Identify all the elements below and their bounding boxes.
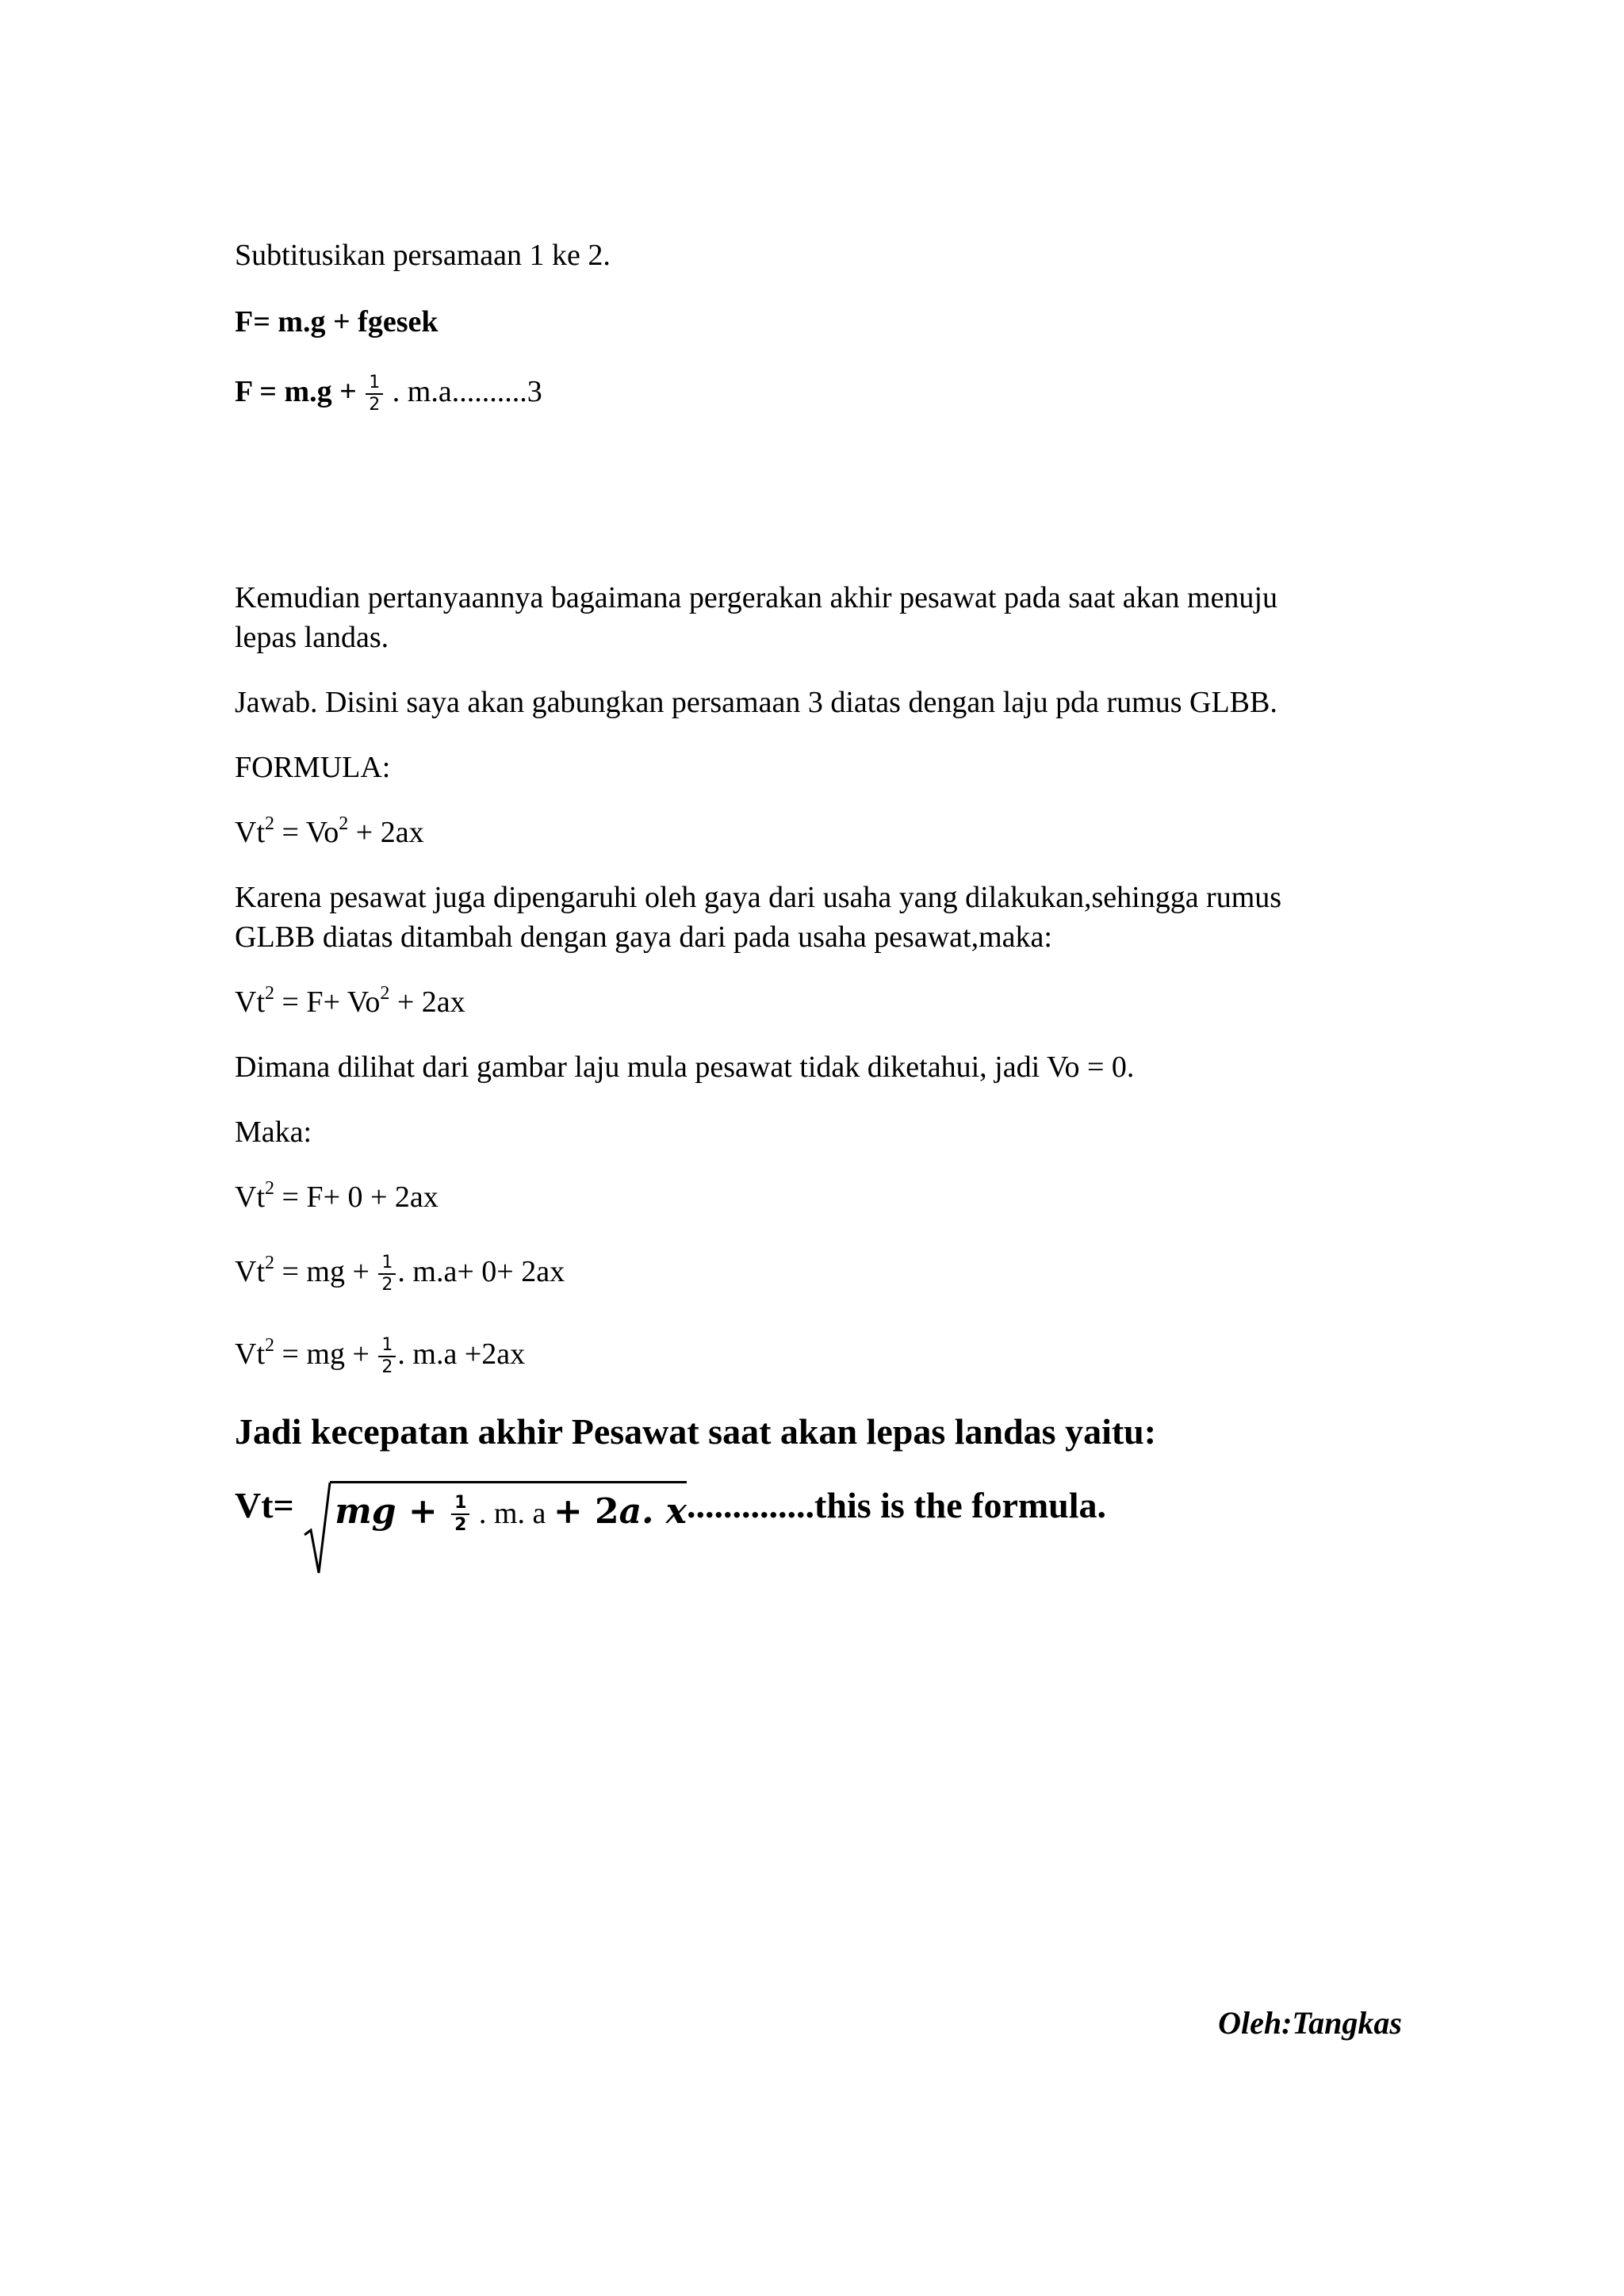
fraction-numerator: 1 xyxy=(378,1253,396,1275)
term-ax: a. x xyxy=(619,1491,688,1532)
vt-label: Vt xyxy=(235,1181,265,1214)
formula-step-2 xyxy=(235,1253,565,1295)
fraction-denominator: 2 xyxy=(454,1514,467,1535)
fraction-denominator: 2 xyxy=(381,1357,393,1378)
formula-end: + 2ax xyxy=(348,816,424,849)
fraction-numerator: 1 xyxy=(378,1335,396,1357)
formula-rest: = F+ 0 + 2ax xyxy=(274,1181,439,1214)
label-then: Maka: xyxy=(235,1115,312,1149)
formula-end: . m.a +2ax xyxy=(397,1337,526,1371)
formula-end: . m.a+ 0+ 2ax xyxy=(397,1255,565,1288)
paragraph-question-1: Kemudian pertanyaannya bagaimana pergerakan akhir pesawat pada saat akan menuju xyxy=(235,581,1277,614)
formula-step-3 xyxy=(235,1335,525,1378)
term-2: + 2 xyxy=(553,1491,619,1532)
vt-label: Vt xyxy=(235,1337,265,1371)
vt-label: Vt xyxy=(235,816,265,849)
text-substitute: Subtitusikan persamaan 1 ke 2. xyxy=(235,239,611,272)
eq3-right: . m.a..........3 xyxy=(392,375,542,408)
paragraph-question-2: lepas landas. xyxy=(235,621,389,654)
formula-mid: = mg + xyxy=(274,1337,377,1371)
superscript: 2 xyxy=(339,813,349,834)
term-ma: . m. a xyxy=(471,1497,553,1530)
fraction-denominator: 2 xyxy=(381,1275,393,1295)
superscript: 2 xyxy=(265,1335,274,1356)
equation-3 xyxy=(235,373,542,415)
formula-mid: = mg + xyxy=(274,1255,370,1288)
formula-with-force xyxy=(235,983,465,1021)
heading-conclusion: Jadi kecepatan akhir Pesawat saat akan lepas landas yaitu: xyxy=(235,1411,1157,1452)
fraction-half xyxy=(451,1493,469,1536)
vt-label: Vt= xyxy=(235,1485,294,1526)
formula-mid: = F+ Vo xyxy=(274,985,381,1019)
superscript: 2 xyxy=(265,983,274,1004)
equation-force-friction: F= m.g + fgesek xyxy=(235,305,439,339)
final-formula xyxy=(235,1481,1106,1537)
fraction-half xyxy=(366,373,383,415)
formula-note: ..............this is the formula. xyxy=(687,1485,1107,1526)
author-signature: Oleh:Tangkas xyxy=(1218,2005,1402,2041)
paragraph-because-1: Karena pesawat juga dipengaruhi oleh gaya dari usaha yang dilakukan,sehingga rumus xyxy=(235,881,1282,914)
superscript: 2 xyxy=(265,813,274,834)
paragraph-because-2: GLBB diatas ditambah dengan gaya dari pada usaha pesawat,maka: xyxy=(235,920,1052,954)
formula-end: + 2ax xyxy=(389,985,465,1019)
paragraph-answer: Jawab. Disini saya akan gabungkan persamaan 3 diatas dengan laju pda rumus GLBB. xyxy=(235,686,1277,719)
radicand xyxy=(330,1481,687,1537)
fraction-half xyxy=(378,1335,396,1378)
vt-label: Vt xyxy=(235,985,265,1019)
label-formula: FORMULA: xyxy=(235,751,391,784)
paragraph-initial-velocity: Dimana dilihat dari gambar laju mula pesawat tidak diketahui, jadi Vo = 0. xyxy=(235,1050,1135,1084)
superscript: 2 xyxy=(380,983,390,1004)
eq3-left: F = m.g + xyxy=(235,375,357,408)
vt-label: Vt xyxy=(235,1255,265,1288)
plus-sign: + xyxy=(396,1491,450,1532)
fraction-denominator: 2 xyxy=(369,395,381,415)
fraction-numerator: 1 xyxy=(366,373,383,395)
superscript: 2 xyxy=(265,1178,274,1199)
formula-mid: = Vo xyxy=(274,816,339,849)
superscript: 2 xyxy=(265,1253,274,1273)
fraction-numerator: 1 xyxy=(451,1493,469,1515)
square-root xyxy=(303,1481,687,1537)
term-mg: mg xyxy=(335,1491,396,1532)
radical-sign-icon xyxy=(303,1481,331,1576)
formula-glbb xyxy=(235,813,424,851)
formula-step-1 xyxy=(235,1178,439,1216)
fraction-half xyxy=(378,1253,396,1295)
